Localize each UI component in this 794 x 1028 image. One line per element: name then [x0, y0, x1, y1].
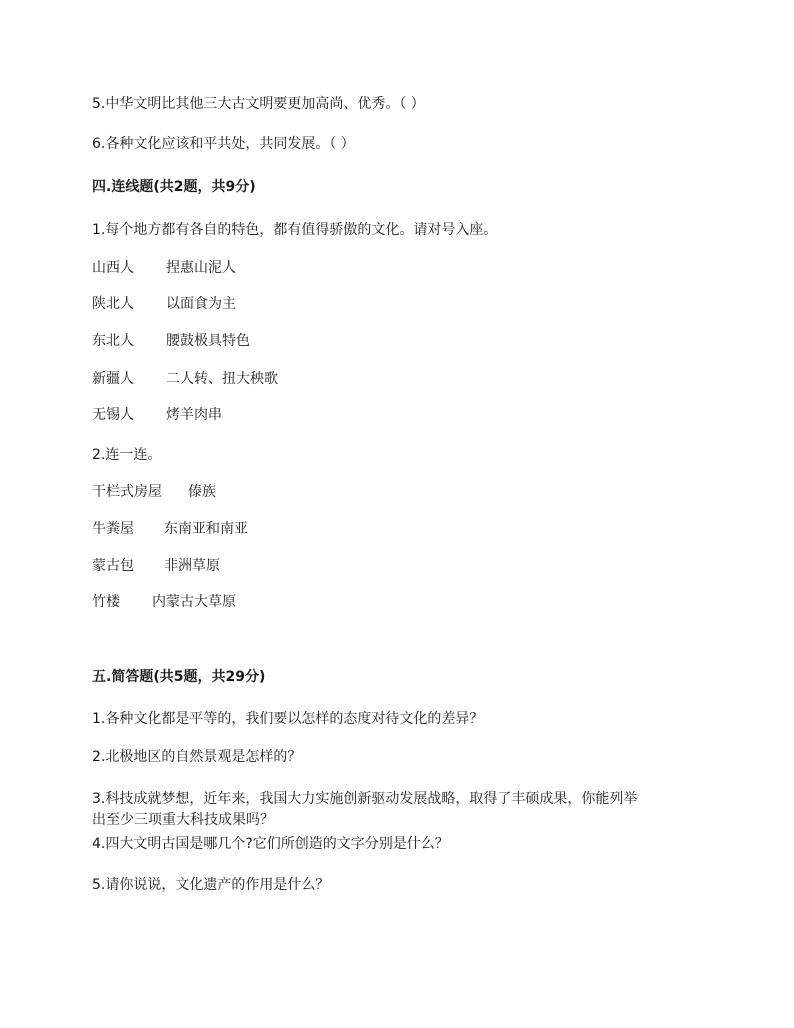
match-right: 烤羊肉串	[166, 407, 222, 423]
match-left: 东北人	[92, 333, 134, 349]
tf-item-6: 6.各种文化应该和平共处，共同发展。（ ）	[92, 136, 355, 152]
match-left: 竹楼	[92, 594, 120, 610]
short-answer-item-3-line2: 出至少三项重大科技成果吗？	[92, 812, 274, 828]
match-right: 傣族	[188, 484, 216, 500]
section-heading-short-answer: 五.简答题(共5题，共29分)	[92, 669, 266, 685]
match-left: 陕北人	[92, 296, 134, 312]
match-left: 蒙古包	[92, 558, 134, 574]
question-prompt-1: 1.每个地方都有各自的特色，都有值得骄傲的文化。请对号入座。	[92, 222, 498, 238]
match-pair	[92, 557, 220, 575]
match-pair	[92, 332, 250, 350]
question-prompt-2: 2.连一连。	[92, 447, 162, 463]
short-answer-item-2: 2.北极地区的自然景观是怎样的？	[92, 749, 302, 765]
short-answer-item-5: 5.请你说说，文化遗产的作用是什么？	[92, 877, 330, 893]
match-right: 内蒙古大草原	[152, 594, 236, 610]
short-answer-item-1: 1.各种文化都是平等的，我们要以怎样的态度对待文化的差异？	[92, 711, 484, 727]
short-answer-item-3-line1: 3.科技成就梦想，近年来，我国大力实施创新驱动发展战略，取得了丰硕成果，你能列举	[92, 791, 638, 807]
match-left: 牛粪屋	[92, 521, 134, 537]
match-left: 无锡人	[92, 407, 134, 423]
match-right: 以面食为主	[166, 296, 236, 312]
match-right: 非洲草原	[164, 558, 220, 574]
match-right: 东南亚和南亚	[164, 521, 248, 537]
match-pair	[92, 483, 216, 501]
match-left: 新疆人	[92, 371, 134, 387]
match-pair	[92, 406, 222, 424]
match-right: 二人转、扭大秧歌	[166, 371, 278, 387]
match-pair	[92, 370, 278, 388]
match-right: 捏惠山泥人	[166, 260, 236, 276]
match-pair	[92, 520, 248, 538]
match-pair	[92, 295, 236, 313]
match-pair	[92, 259, 236, 277]
tf-item-5: 5.中华文明比其他三大古文明要更加高尚、优秀。（ ）	[92, 96, 425, 112]
match-right: 腰鼓极具特色	[166, 333, 250, 349]
section-heading-matching: 四.连线题(共2题，共9分)	[92, 179, 256, 195]
match-pair	[92, 593, 236, 611]
short-answer-item-4: 4.四大文明古国是哪几个?它们所创造的文字分别是什么？	[92, 836, 449, 852]
match-left: 山西人	[92, 260, 134, 276]
match-left: 干栏式房屋	[92, 484, 162, 500]
